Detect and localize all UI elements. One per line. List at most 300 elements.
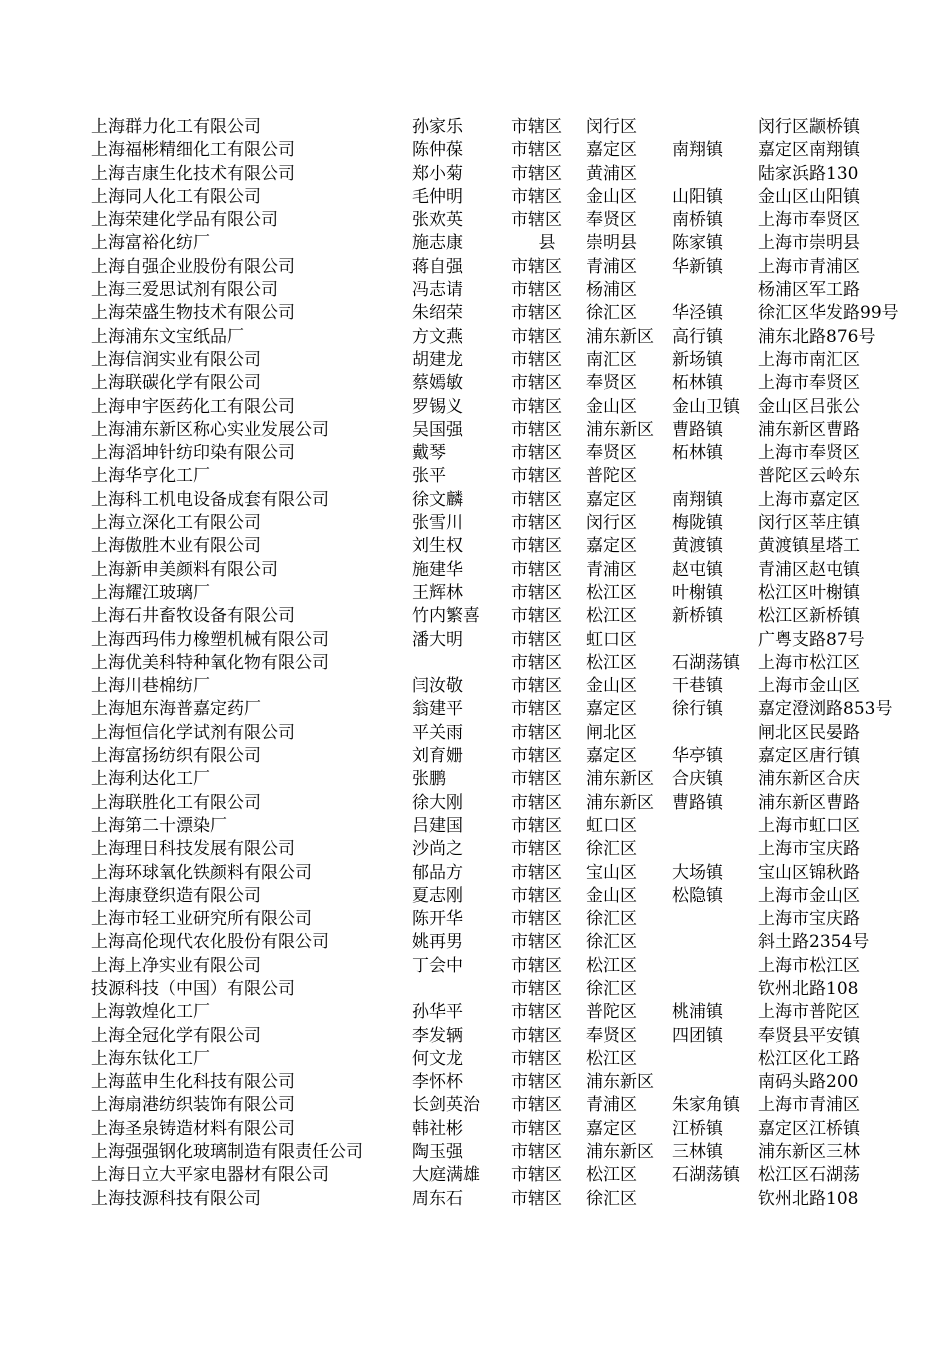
district-cell: 崇明县	[586, 233, 637, 254]
city-level-cell: 市辖区	[511, 885, 562, 906]
company-name-cell: 上海群力化工有限公司	[91, 117, 261, 137]
contact-name-cell: 丁会中	[412, 955, 463, 976]
city-level-cell: 市辖区	[511, 862, 562, 883]
table-row	[91, 931, 921, 954]
table-row	[91, 582, 921, 605]
town-cell: 叶榭镇	[672, 582, 723, 603]
company-name-cell: 上海滔坤针纺印染有限公司	[91, 443, 295, 464]
address-cell: 上海市奉贤区	[758, 373, 860, 394]
town-cell: 徐行镇	[672, 699, 723, 720]
contact-name-cell: 陶玉强	[412, 1142, 463, 1163]
city-level-cell: 市辖区	[511, 1142, 562, 1163]
address-cell: 浦东北路876号	[758, 326, 876, 347]
city-level-cell: 市辖区	[511, 955, 562, 976]
city-level-cell: 市辖区	[511, 652, 562, 673]
town-cell: 新场镇	[672, 349, 723, 370]
company-name-cell: 上海东钛化工厂	[91, 1048, 210, 1069]
contact-name-cell: 大庭满雄	[412, 1165, 480, 1186]
city-level-cell: 市辖区	[511, 1118, 562, 1139]
district-cell: 浦东新区	[586, 326, 654, 347]
address-cell: 上海市青浦区	[758, 1095, 860, 1116]
town-cell: 南翔镇	[672, 489, 723, 510]
district-cell: 闵行区	[586, 513, 637, 534]
company-name-cell: 上海扇港纺织装饰有限公司	[91, 1095, 295, 1116]
company-name-cell: 技源科技（中国）有限公司	[91, 978, 295, 999]
table-row	[91, 535, 921, 558]
company-name-cell: 上海蓝申生化科技有限公司	[91, 1072, 295, 1093]
contact-name-cell: 吕建国	[412, 815, 463, 836]
contact-name-cell: 张雪川	[412, 513, 463, 534]
company-table	[91, 116, 921, 1211]
company-name-cell: 上海荣建化学品有限公司	[91, 210, 278, 231]
city-level-cell: 市辖区	[511, 1095, 562, 1116]
table-row	[91, 256, 921, 279]
address-cell: 松江区叶榭镇	[758, 582, 860, 603]
contact-name-cell: 姚再男	[412, 932, 463, 953]
contact-name-cell: 闫汝敬	[412, 676, 463, 697]
company-name-cell: 上海西玛伟力橡塑机械有限公司	[91, 629, 329, 650]
city-level-cell: 市辖区	[511, 932, 562, 953]
contact-name-cell: 孙家乐	[412, 117, 463, 137]
district-cell: 浦东新区	[586, 769, 654, 790]
table-row	[91, 163, 921, 186]
town-cell: 南桥镇	[672, 210, 723, 231]
contact-name-cell: 陈仲葆	[412, 140, 463, 161]
district-cell: 黄浦区	[586, 163, 637, 184]
district-cell: 普陀区	[586, 1002, 637, 1023]
contact-name-cell: 平关雨	[412, 722, 463, 743]
city-level-cell: 市辖区	[511, 978, 562, 999]
district-cell: 金山区	[586, 885, 637, 906]
city-level-cell: 市辖区	[511, 280, 562, 301]
district-cell: 金山区	[586, 396, 637, 417]
town-cell: 大场镇	[672, 862, 723, 883]
contact-name-cell: 戴琴	[412, 443, 446, 464]
table-row	[91, 1188, 921, 1211]
address-cell: 闸北区民晏路	[758, 722, 860, 743]
address-cell: 杨浦区军工路	[758, 280, 860, 301]
town-cell: 金山卫镇	[672, 396, 740, 417]
city-level-cell: 市辖区	[511, 210, 562, 231]
table-row	[91, 908, 921, 931]
town-cell: 石湖荡镇	[672, 1165, 740, 1186]
table-row	[91, 978, 921, 1001]
table-row	[91, 1071, 921, 1094]
address-cell: 松江区新桥镇	[758, 606, 860, 627]
company-name-cell: 上海富裕化纺厂	[91, 233, 210, 254]
company-name-cell: 上海申宇医药化工有限公司	[91, 396, 295, 417]
company-name-cell: 上海旭东海普嘉定药厂	[91, 699, 261, 720]
town-cell: 石湖荡镇	[672, 652, 740, 673]
city-level-cell: 市辖区	[511, 536, 562, 557]
city-level-cell: 市辖区	[511, 1188, 562, 1209]
company-name-cell: 上海耀江玻璃厂	[91, 582, 210, 603]
town-cell: 柘林镇	[672, 443, 723, 464]
town-cell: 松隐镇	[672, 885, 723, 906]
contact-name-cell: 长剑英治	[412, 1095, 480, 1116]
address-cell: 上海市南汇区	[758, 349, 860, 370]
town-cell: 柘林镇	[672, 373, 723, 394]
town-cell: 陈家镇	[672, 233, 723, 254]
city-level-cell: 市辖区	[511, 117, 562, 137]
district-cell: 奉贤区	[586, 373, 637, 394]
city-level-cell: 市辖区	[511, 839, 562, 860]
table-row	[91, 955, 921, 978]
town-cell: 梅陇镇	[672, 513, 723, 534]
address-cell: 上海市青浦区	[758, 256, 860, 277]
company-name-cell: 上海傲胜木业有限公司	[91, 536, 261, 557]
address-cell: 嘉定区唐行镇	[758, 746, 860, 767]
contact-name-cell: 沙尚之	[412, 839, 463, 860]
company-name-cell: 上海新申美颜料有限公司	[91, 559, 278, 580]
address-cell: 钦州北路108	[758, 978, 859, 999]
contact-name-cell: 吴国强	[412, 419, 463, 440]
company-name-cell: 上海强强钢化玻璃制造有限责任公司	[91, 1142, 363, 1163]
address-cell: 普陀区云岭东	[758, 466, 860, 487]
address-cell: 松江区化工路	[758, 1048, 860, 1069]
contact-name-cell: 蒋自强	[412, 256, 463, 277]
district-cell: 普陀区	[586, 466, 637, 487]
contact-name-cell: 夏志刚	[412, 885, 463, 906]
district-cell: 青浦区	[586, 559, 637, 580]
district-cell: 杨浦区	[586, 280, 637, 301]
city-level-cell: 市辖区	[511, 303, 562, 324]
address-cell: 南码头路200	[758, 1072, 859, 1093]
district-cell: 金山区	[586, 676, 637, 697]
city-level-cell: 市辖区	[511, 513, 562, 534]
company-name-cell: 上海科工机电设备成套有限公司	[91, 489, 329, 510]
contact-name-cell: 蔡嫣敏	[412, 373, 463, 394]
district-cell: 徐汇区	[586, 978, 637, 999]
district-cell: 闸北区	[586, 722, 637, 743]
city-level-cell: 市辖区	[511, 1048, 562, 1069]
address-cell: 黄渡镇星塔工	[758, 536, 860, 557]
address-cell: 浦东新区曹路	[758, 792, 860, 813]
town-cell: 朱家角镇	[672, 1095, 740, 1116]
address-cell: 上海市宝庆路	[758, 909, 860, 930]
contact-name-cell: 刘育姗	[412, 746, 463, 767]
company-name-cell: 上海吉康生化技术有限公司	[91, 163, 295, 184]
city-level-cell: 市辖区	[511, 815, 562, 836]
city-level-cell: 市辖区	[511, 676, 562, 697]
company-name-cell: 上海浦东文宝纸品厂	[91, 326, 244, 347]
contact-name-cell: 李发辆	[412, 1025, 463, 1046]
address-cell: 广粤支路87号	[758, 629, 865, 650]
district-cell: 徐汇区	[586, 303, 637, 324]
table-row	[91, 232, 921, 255]
address-cell: 上海市普陀区	[758, 1002, 860, 1023]
city-level-cell: 市辖区	[511, 722, 562, 743]
address-cell: 松江区石湖荡	[758, 1165, 860, 1186]
town-cell: 华亭镇	[672, 746, 723, 767]
address-cell: 上海市金山区	[758, 676, 860, 697]
table-row	[91, 326, 921, 349]
district-cell: 虹口区	[586, 815, 637, 836]
contact-name-cell: 竹内繁喜	[412, 606, 480, 627]
company-name-cell: 上海联胜化工有限公司	[91, 792, 261, 813]
address-cell: 上海市奉贤区	[758, 443, 860, 464]
table-row	[91, 349, 921, 372]
city-level-cell: 市辖区	[511, 466, 562, 487]
company-name-cell: 上海利达化工厂	[91, 769, 210, 790]
contact-name-cell: 周东石	[412, 1188, 463, 1209]
contact-name-cell: 李怀杯	[412, 1072, 463, 1093]
city-level-cell: 市辖区	[511, 1002, 562, 1023]
table-row	[91, 465, 921, 488]
contact-name-cell: 王辉林	[412, 582, 463, 603]
town-cell: 华新镇	[672, 256, 723, 277]
contact-name-cell: 施志康	[412, 233, 463, 254]
address-cell: 青浦区赵屯镇	[758, 559, 860, 580]
table-row	[91, 279, 921, 302]
city-level-cell: 市辖区	[511, 373, 562, 394]
district-cell: 嘉定区	[586, 1118, 637, 1139]
town-cell: 南翔镇	[672, 140, 723, 161]
contact-name-cell: 张欢英	[412, 210, 463, 231]
town-cell: 曹路镇	[672, 419, 723, 440]
table-row	[91, 489, 921, 512]
company-name-cell: 上海信润实业有限公司	[91, 349, 261, 370]
city-level-cell: 市辖区	[511, 699, 562, 720]
address-cell: 上海市虹口区	[758, 815, 860, 836]
table-row	[91, 698, 921, 721]
contact-name-cell: 韩社彬	[412, 1118, 463, 1139]
company-name-cell: 上海石井畜牧设备有限公司	[91, 606, 295, 627]
company-name-cell: 上海第二十漂染厂	[91, 815, 227, 836]
address-cell: 上海市宝庆路	[758, 839, 860, 860]
company-name-cell: 上海荣盛生物技术有限公司	[91, 303, 295, 324]
contact-name-cell: 翁建平	[412, 699, 463, 720]
city-level-cell: 市辖区	[511, 140, 562, 161]
town-cell: 山阳镇	[672, 186, 723, 207]
district-cell: 徐汇区	[586, 839, 637, 860]
district-cell: 南汇区	[586, 349, 637, 370]
district-cell: 嘉定区	[586, 536, 637, 557]
district-cell: 松江区	[586, 1165, 637, 1186]
contact-name-cell: 施建华	[412, 559, 463, 580]
district-cell: 浦东新区	[586, 792, 654, 813]
table-row	[91, 838, 921, 861]
table-row	[91, 722, 921, 745]
table-row	[91, 675, 921, 698]
address-cell: 上海市金山区	[758, 885, 860, 906]
district-cell: 嘉定区	[586, 140, 637, 161]
table-row	[91, 1001, 921, 1024]
address-cell: 上海市松江区	[758, 652, 860, 673]
district-cell: 嘉定区	[586, 489, 637, 510]
contact-name-cell: 胡建龙	[412, 349, 463, 370]
company-name-cell: 上海敦煌化工厂	[91, 1002, 210, 1023]
address-cell: 闵行区莘庄镇	[758, 513, 860, 534]
town-cell: 干巷镇	[672, 676, 723, 697]
company-name-cell: 上海自强企业股份有限公司	[91, 256, 295, 277]
contact-name-cell: 何文龙	[412, 1048, 463, 1069]
table-row	[91, 209, 921, 232]
company-name-cell: 上海川巷棉纺厂	[91, 676, 210, 697]
table-row	[91, 768, 921, 791]
company-name-cell: 上海富扬纺织有限公司	[91, 746, 261, 767]
address-cell: 钦州北路108	[758, 1188, 859, 1209]
city-level-cell: 市辖区	[511, 419, 562, 440]
address-cell: 浦东新区曹路	[758, 419, 860, 440]
address-cell: 嘉定区南翔镇	[758, 140, 860, 161]
company-name-cell: 上海康登织造有限公司	[91, 885, 261, 906]
table-row	[91, 605, 921, 628]
district-cell: 浦东新区	[586, 1072, 654, 1093]
town-cell: 黄渡镇	[672, 536, 723, 557]
table-row	[91, 629, 921, 652]
city-level-cell: 市辖区	[511, 186, 562, 207]
city-level-cell: 市辖区	[511, 559, 562, 580]
city-level-cell: 市辖区	[511, 326, 562, 347]
contact-name-cell: 郁品方	[412, 862, 463, 883]
town-cell: 新桥镇	[672, 606, 723, 627]
table-row	[91, 1118, 921, 1141]
address-cell: 金山区吕张公	[758, 396, 860, 417]
town-cell: 四团镇	[672, 1025, 723, 1046]
company-name-cell: 上海全冠化学有限公司	[91, 1025, 261, 1046]
district-cell: 徐汇区	[586, 909, 637, 930]
table-row	[91, 885, 921, 908]
district-cell: 松江区	[586, 606, 637, 627]
address-cell: 宝山区锦秋路	[758, 862, 860, 883]
table-row	[91, 652, 921, 675]
town-cell: 三林镇	[672, 1142, 723, 1163]
address-cell: 上海市奉贤区	[758, 210, 860, 231]
town-cell: 桃浦镇	[672, 1002, 723, 1023]
city-level-cell: 市辖区	[511, 582, 562, 603]
city-level-cell: 市辖区	[511, 443, 562, 464]
district-cell: 奉贤区	[586, 210, 637, 231]
city-level-cell: 县	[538, 233, 556, 254]
address-cell: 闵行区颛桥镇	[758, 117, 860, 137]
table-row	[91, 1141, 921, 1164]
district-cell: 宝山区	[586, 862, 637, 883]
city-level-cell: 市辖区	[511, 606, 562, 627]
table-row	[91, 792, 921, 815]
contact-name-cell: 徐大刚	[412, 792, 463, 813]
address-cell: 斜土路2354号	[758, 932, 870, 953]
company-name-cell: 上海理日科技发展有限公司	[91, 839, 295, 860]
company-name-cell: 上海技源科技有限公司	[91, 1188, 261, 1209]
table-row	[91, 139, 921, 162]
town-cell: 合庆镇	[672, 769, 723, 790]
district-cell: 徐汇区	[586, 932, 637, 953]
table-row	[91, 186, 921, 209]
company-name-cell: 上海华亨化工厂	[91, 466, 210, 487]
district-cell: 金山区	[586, 186, 637, 207]
contact-name-cell: 刘生权	[412, 536, 463, 557]
city-level-cell: 市辖区	[511, 746, 562, 767]
address-cell: 嘉定区江桥镇	[758, 1118, 860, 1139]
city-level-cell: 市辖区	[511, 909, 562, 930]
contact-name-cell: 张平	[412, 466, 446, 487]
city-level-cell: 市辖区	[511, 629, 562, 650]
district-cell: 浦东新区	[586, 419, 654, 440]
company-name-cell: 上海福彬精细化工有限公司	[91, 140, 295, 161]
address-cell: 徐汇区华发路99号	[758, 303, 899, 324]
table-row	[91, 419, 921, 442]
district-cell: 徐汇区	[586, 1188, 637, 1209]
district-cell: 嘉定区	[586, 699, 637, 720]
address-cell: 奉贤县平安镇	[758, 1025, 860, 1046]
table-row	[91, 302, 921, 325]
table-row	[91, 1025, 921, 1048]
district-cell: 松江区	[586, 582, 637, 603]
contact-name-cell: 朱绍荣	[412, 303, 463, 324]
city-level-cell: 市辖区	[511, 792, 562, 813]
district-cell: 松江区	[586, 1048, 637, 1069]
company-name-cell: 上海市轻工业研究所有限公司	[91, 909, 312, 930]
contact-name-cell: 陈开华	[412, 909, 463, 930]
table-row	[91, 815, 921, 838]
city-level-cell: 市辖区	[511, 1072, 562, 1093]
town-cell: 曹路镇	[672, 792, 723, 813]
district-cell: 浦东新区	[586, 1142, 654, 1163]
company-name-cell: 上海日立大平家电器材有限公司	[91, 1165, 329, 1186]
district-cell: 虹口区	[586, 629, 637, 650]
table-row	[91, 512, 921, 535]
contact-name-cell: 张鹏	[412, 769, 446, 790]
contact-name-cell: 罗锡义	[412, 396, 463, 417]
contact-name-cell: 冯志请	[412, 280, 463, 301]
company-name-cell: 上海浦东新区称心实业发展公司	[91, 419, 329, 440]
company-name-cell: 上海三爱思试剂有限公司	[91, 280, 278, 301]
table-row	[91, 745, 921, 768]
address-cell: 上海市嘉定区	[758, 489, 860, 510]
address-cell: 嘉定澄浏路853号	[758, 699, 893, 720]
table-row	[91, 559, 921, 582]
contact-name-cell: 毛仲明	[412, 186, 463, 207]
company-name-cell: 上海环球氧化铁颜料有限公司	[91, 862, 312, 883]
contact-name-cell: 孙华平	[412, 1002, 463, 1023]
city-level-cell: 市辖区	[511, 256, 562, 277]
table-row	[91, 1048, 921, 1071]
city-level-cell: 市辖区	[511, 396, 562, 417]
table-row	[91, 1094, 921, 1117]
table-row	[91, 116, 921, 139]
city-level-cell: 市辖区	[511, 163, 562, 184]
city-level-cell: 市辖区	[511, 1025, 562, 1046]
company-name-cell: 上海优美科特种氧化物有限公司	[91, 652, 329, 673]
company-name-cell: 上海恒信化学试剂有限公司	[91, 722, 295, 743]
district-cell: 松江区	[586, 652, 637, 673]
district-cell: 奉贤区	[586, 1025, 637, 1046]
district-cell: 嘉定区	[586, 746, 637, 767]
city-level-cell: 市辖区	[511, 769, 562, 790]
address-cell: 上海市崇明县	[758, 233, 860, 254]
company-name-cell: 上海上净实业有限公司	[91, 955, 261, 976]
district-cell: 闵行区	[586, 117, 637, 137]
contact-name-cell: 潘大明	[412, 629, 463, 650]
address-cell: 金山区山阳镇	[758, 186, 860, 207]
company-name-cell: 上海高伦现代农化股份有限公司	[91, 932, 329, 953]
company-name-cell: 上海同人化工有限公司	[91, 186, 261, 207]
table-row	[91, 396, 921, 419]
town-cell: 江桥镇	[672, 1118, 723, 1139]
district-cell: 奉贤区	[586, 443, 637, 464]
city-level-cell: 市辖区	[511, 489, 562, 510]
address-cell: 上海市松江区	[758, 955, 860, 976]
table-row	[91, 1164, 921, 1187]
contact-name-cell: 徐文麟	[412, 489, 463, 510]
table-row	[91, 372, 921, 395]
company-name-cell: 上海圣泉铸造材料有限公司	[91, 1118, 295, 1139]
table-row	[91, 862, 921, 885]
town-cell: 华泾镇	[672, 303, 723, 324]
company-name-cell: 上海联碳化学有限公司	[91, 373, 261, 394]
district-cell: 青浦区	[586, 1095, 637, 1116]
